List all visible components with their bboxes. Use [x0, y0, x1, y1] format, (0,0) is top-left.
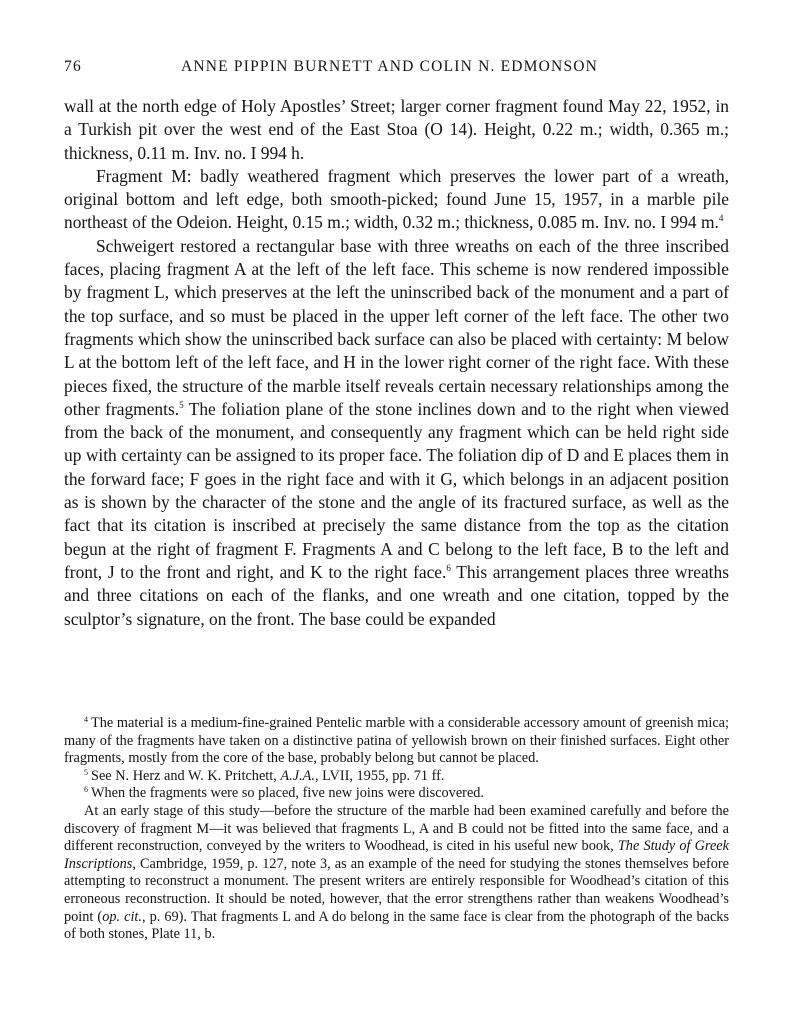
footnote-ref-5[interactable]: 5 — [179, 399, 184, 410]
paragraph-text: Schweigert restored a rectangular base with three wreaths on each of the three inscribed faces, placing fragment A at the left of the left face. This scheme is now rendered impossible by fragment L, which preserves at the left the uninscribed back of the monument and a part of the top surface, and so must be placed in the upper left corner of the left face. The other two fragments which show the uninscribed back surface can also be placed with certainty: M below L at the bottom left of the left face, and H in the lower right corner of the right face. With these pieces fixed, the structure of the marble itself reveals certain necessary relationships among the other fragments. — [64, 235, 729, 419]
footnote-text: When the fragments were so placed, five new joins were discovered. — [91, 785, 485, 802]
op-cit: op. cit. — [102, 908, 142, 925]
footnote-text: , LVII, 1955, pp. 71 ff. — [314, 767, 445, 784]
footnote-marker: 4 — [84, 715, 88, 724]
footnote-6 — [64, 785, 729, 803]
paragraph-text: The foliation plane of the stone inclines down and to the right when viewed from the back of the monument, and consequently any fragment which can be held right side up with certainty can be assigned to its proper face. The foliation dip of D and E places them in the forward face; F goes in the right face and with it G, which belongs in an adjacent position as is shown by the character of the stone and the angle of its fractured surface, as well as the fact that its citation is inscribed at precisely the same distance from the top as the citation begun at the right of fragment F. Fragments A and C belong to the left face, B to the left and front, J to the front and right, and K to the right face. — [64, 398, 730, 582]
running-title: ANNE PIPPIN BURNETT AND COLIN N. EDMONSON — [181, 58, 599, 75]
page-header — [64, 58, 729, 80]
footnote-continuation — [64, 803, 729, 944]
paragraph-reconstruction — [64, 235, 729, 631]
footnote-text: See N. Herz and W. K. Pritchett, — [91, 767, 281, 784]
footnote-text: At an early stage of this study—before the structure of the marble had been examined carefully and before the discovery of fragment M—it was believed that fragments L, A and B could not be fitted into the same face, and a different reconstruction, conveyed by the writers to Woodhead, is cited in his useful new book, — [64, 802, 729, 855]
footnote-5 — [64, 768, 729, 786]
footnote-marker: 6 — [84, 785, 88, 795]
paragraph-text: Fragment M: badly weathered fragment which preserves the lower part of a wreath, original bottom and left edge, both smooth-picked; found June 15, 1957, in a marble pile northeast of the Odeion. Height, 0.15 m.; width, 0.32 m.; thickness, 0.085 m. Inv. no. I 994 m. — [64, 165, 729, 233]
paragraph-text: wall at the north edge of Holy Apostles’ Street; larger corner fragment found May 22, 1952, in a Turkish pit over the west end of the East Stoa (O 14). Height, 0.22 m.; width, 0.365 m.; thickness, 0.11 m. Inv. no. I 994 h. — [64, 96, 729, 163]
footnotes — [64, 715, 729, 944]
footnote-text: , Cambridge, 1959, p. 127, note 3, as an example of the need for studying the stones themselves before attempting to reconstruct a monument. The present writers are entirely responsible for Woodhead’s citation of this erroneous reconstruction. It should be noted, however, that the error strengthens rather than weakens Woodhead’s point ( — [64, 855, 729, 925]
page-number: 76 — [64, 58, 82, 75]
footnote-marker: 5 — [84, 767, 88, 777]
footnote-ref-6[interactable]: 6 — [446, 562, 451, 573]
main-text — [64, 95, 729, 631]
paragraph-fragment-m — [64, 165, 729, 235]
paragraph-continuation — [64, 95, 729, 165]
footnote-text: The material is a medium-fine-grained Pentelic marble with a considerable accessory amount of greenish mica; many of the fragments have taken on a distinctive patina of yellowish brown on their finished surfaces. Eight other fragments, mostly from the core of the base, probably belong but cannot be placed. — [64, 715, 729, 767]
journal-title: A.J.A. — [280, 767, 315, 784]
paragraph-text: This arrangement places three wreaths and three citations on each of the flanks, and one wreath and one citation, topped by the sculptor’s signature, on the front. The base could be expanded — [64, 561, 729, 629]
footnote-4 — [64, 715, 729, 768]
book-title: The Study of Greek Inscriptions — [64, 838, 729, 872]
footnote-text: , p. 69). That fragments L and A do belong in the same face is clear from the photograph of the backs of both stones, Plate 11, b. — [64, 908, 730, 943]
footnote-ref-4[interactable]: 4 — [718, 213, 724, 224]
